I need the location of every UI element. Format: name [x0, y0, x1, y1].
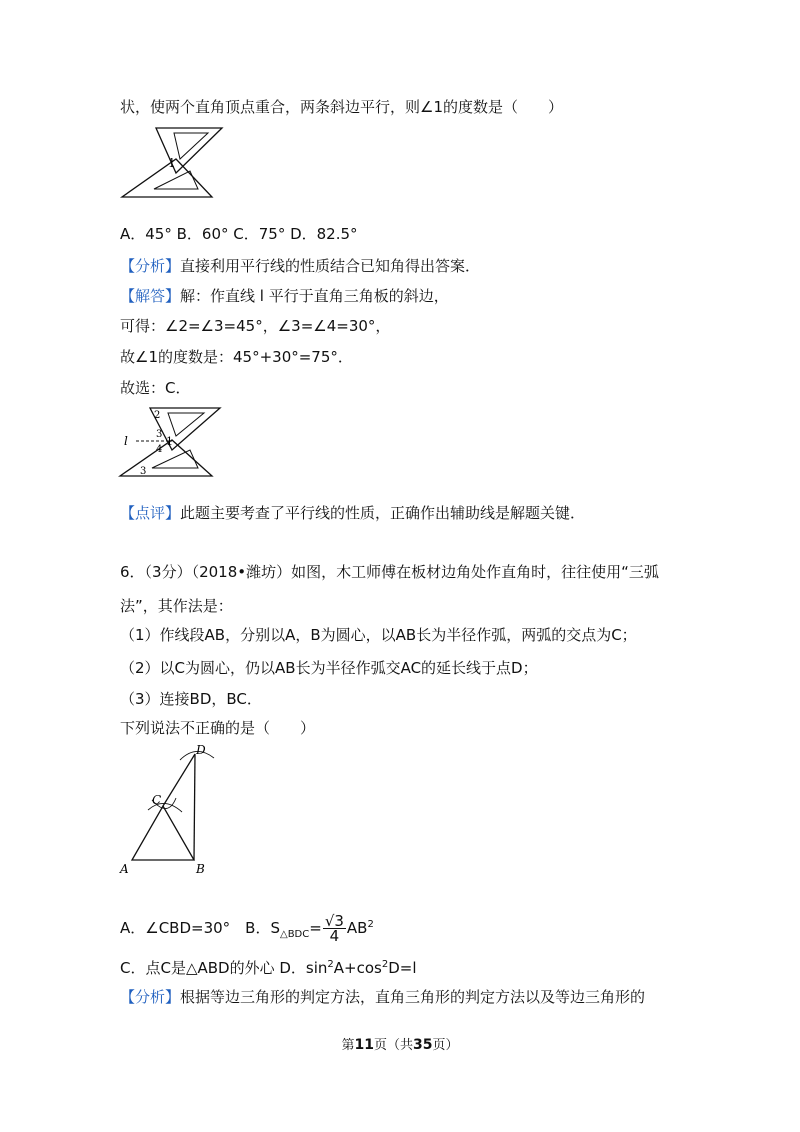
- footer-page: 11: [354, 1037, 374, 1053]
- q5-fig-label-1: 1: [168, 156, 176, 170]
- q5-answer: [120, 286, 449, 306]
- q5-solution-figure: [118, 406, 228, 478]
- answer-tag: 【解答】: [120, 287, 181, 305]
- q5-fig2-label-3b: 3: [140, 466, 147, 477]
- q6-option-d-tail: D=l: [388, 959, 417, 977]
- q6-analysis-text: 根据等边三角形的判定方法，直角三角形的判定方法以及等边三角形的: [180, 988, 646, 1006]
- comment-text: 此题主要考查了平行线的性质，正确作出辅助线是解题关键．: [180, 504, 586, 522]
- q6-fraction-num: √3: [324, 912, 344, 930]
- comment-tag: 【点评】: [120, 504, 181, 522]
- q6-option-d-sup1: 2: [327, 959, 334, 970]
- analysis-tag: 【分析】: [120, 257, 181, 275]
- q6-label-A: A: [120, 862, 129, 876]
- q6-label-C: C: [152, 793, 162, 807]
- q6-option-d-sup2: 2: [381, 959, 389, 970]
- q6-analysis-tag: 【分析】: [120, 988, 181, 1006]
- q5-choice: 故选：C．: [120, 379, 191, 397]
- q5-fig2-label-l: l: [124, 434, 128, 448]
- q5-stem: 状，使两个直角顶点重合，两条斜边平行，则∠1的度数是（ ）: [120, 98, 563, 116]
- footer-post: 页）: [432, 1038, 459, 1053]
- q6-option-a-text: A．∠CBD=30° B．S: [120, 919, 280, 937]
- footer-mid: 页（共: [373, 1038, 413, 1053]
- q6-options-ab: [120, 914, 374, 945]
- q5-fig2-label-1: 1: [166, 435, 173, 448]
- footer-total: 35: [413, 1037, 433, 1053]
- page-footer: [0, 1034, 800, 1053]
- answer-text: 解：作直线 l 平行于直角三角板的斜边，: [180, 287, 449, 305]
- q6-label-D: D: [196, 743, 206, 757]
- q5-fig2-label-3: 3: [156, 429, 163, 440]
- footer-pre: 第: [341, 1038, 355, 1053]
- q5-comment: [120, 503, 585, 523]
- q5-analysis: [120, 256, 480, 276]
- q6-option-b-eq: =: [309, 919, 322, 937]
- q6-option-b-tail: AB: [346, 919, 368, 937]
- q6-label-B: B: [196, 862, 205, 876]
- q6-fraction-den: 4: [329, 927, 340, 945]
- q6-stem-line1: 6．（3分）（2018•潍坊）如图，木工师傅在板材边角处作直角时，往往使用“三弧: [120, 563, 659, 581]
- q6-option-c-text: C．点C是△ABD的外心 D．sin: [120, 959, 328, 977]
- q5-step1: 可得：∠2=∠3=45°，∠3=∠4=30°，: [120, 317, 391, 335]
- q6-fraction: [323, 914, 346, 943]
- q5-triangle-figure: [118, 125, 228, 200]
- q6-construction-figure: [118, 738, 228, 878]
- q6-step2: （2）以C为圆心，仍以AB长为半径作弧交AC的延长线于点D；: [120, 659, 538, 677]
- q5-options: A．45° B．60° C．75° D．82.5°: [120, 225, 358, 243]
- q6-stem-line2: 法”，其作法是：: [120, 597, 233, 615]
- q6-step3: （3）连接BD，BC．: [120, 690, 262, 708]
- q6-option-b-sup: 2: [367, 919, 374, 930]
- q5-step2: 故∠1的度数是：45°+30°=75°．: [120, 348, 353, 366]
- q6-step1: （1）作线段AB，分别以A，B为圆心，以AB长为半径作弧，两弧的交点为C；: [120, 626, 637, 644]
- q6-option-d-mid: A+cos: [333, 959, 382, 977]
- q6-question: 下列说法不正确的是（ ）: [120, 719, 316, 737]
- q6-option-b-sub: △BDC: [280, 929, 310, 940]
- q6-options-cd: [120, 955, 417, 978]
- analysis-text: 直接利用平行线的性质结合已知角得出答案．: [180, 257, 481, 275]
- q5-fig2-label-4: 4: [156, 444, 163, 455]
- q6-analysis: [120, 987, 645, 1007]
- q5-fig2-label-2: 2: [154, 410, 161, 421]
